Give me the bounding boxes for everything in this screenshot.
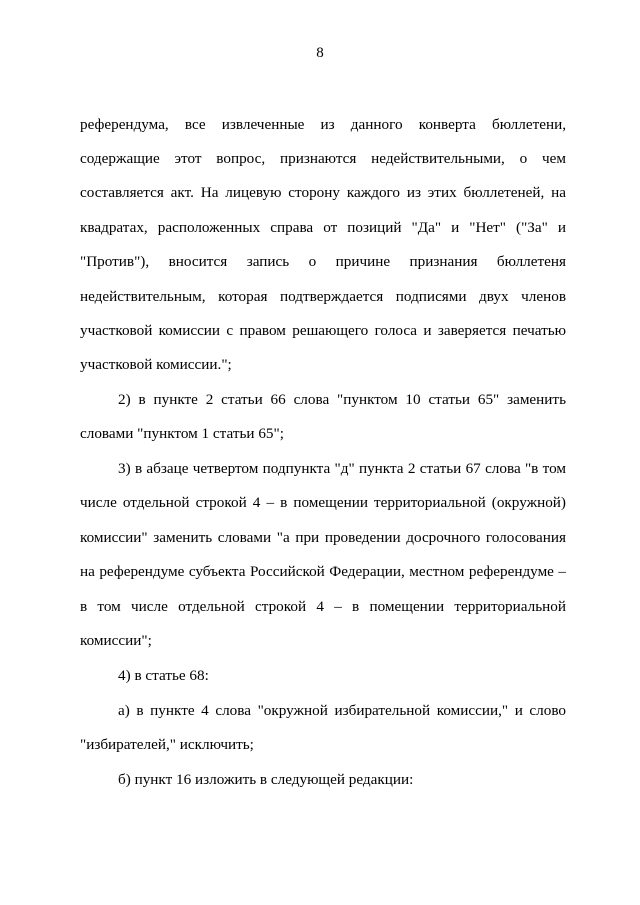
- text-line: референдума, все извлеченные из данного конверта бюллетени,: [80, 116, 566, 133]
- text-line: составляется акт. На лицевую сторону каждого из этих бюллетеней, на: [80, 184, 566, 201]
- text-line: 2) в пункте 2 статьи 66 слова "пунктом 10 статьи 65" заменить: [118, 391, 566, 408]
- text-line: "избирателей," исключить;: [80, 736, 254, 753]
- text-line: в том числе отдельной строкой 4 – в помещении территориальной: [80, 598, 566, 615]
- text-line: а) в пункте 4 слова "окружной избирательной комиссии," и слово: [118, 702, 566, 719]
- text-line: содержащие этот вопрос, признаются недействительными, о чем: [80, 150, 566, 167]
- text-line: "Против"), вносится запись о причине признания бюллетеня: [80, 253, 566, 270]
- text-line: комиссии";: [80, 632, 152, 649]
- text-line: квадратах, расположенных справа от позиций "Да" и "Нет" ("За" и: [80, 219, 566, 236]
- text-line: участковой комиссии.";: [80, 356, 232, 373]
- text-line: недействительным, которая подтверждается подписями двух членов: [80, 288, 566, 305]
- text-line: комиссии" заменить словами "а при проведении досрочного голосования: [80, 529, 566, 546]
- text-line: на референдуме субъекта Российской Федерации, местном референдуме –: [80, 563, 566, 580]
- text-line: словами "пунктом 1 статьи 65";: [80, 425, 284, 442]
- text-line: 3) в абзаце четвертом подпункта "д" пункта 2 статьи 67 слова "в том: [118, 460, 566, 477]
- page-number: 8: [316, 45, 324, 61]
- text-line: 4) в статье 68:: [118, 667, 209, 684]
- text-line: б) пункт 16 изложить в следующей редакции:: [118, 771, 414, 788]
- text-line: участковой комиссии с правом решающего голоса и заверяется печатью: [80, 322, 566, 339]
- text-line: числе отдельной строкой 4 – в помещении территориальной (окружной): [80, 494, 566, 511]
